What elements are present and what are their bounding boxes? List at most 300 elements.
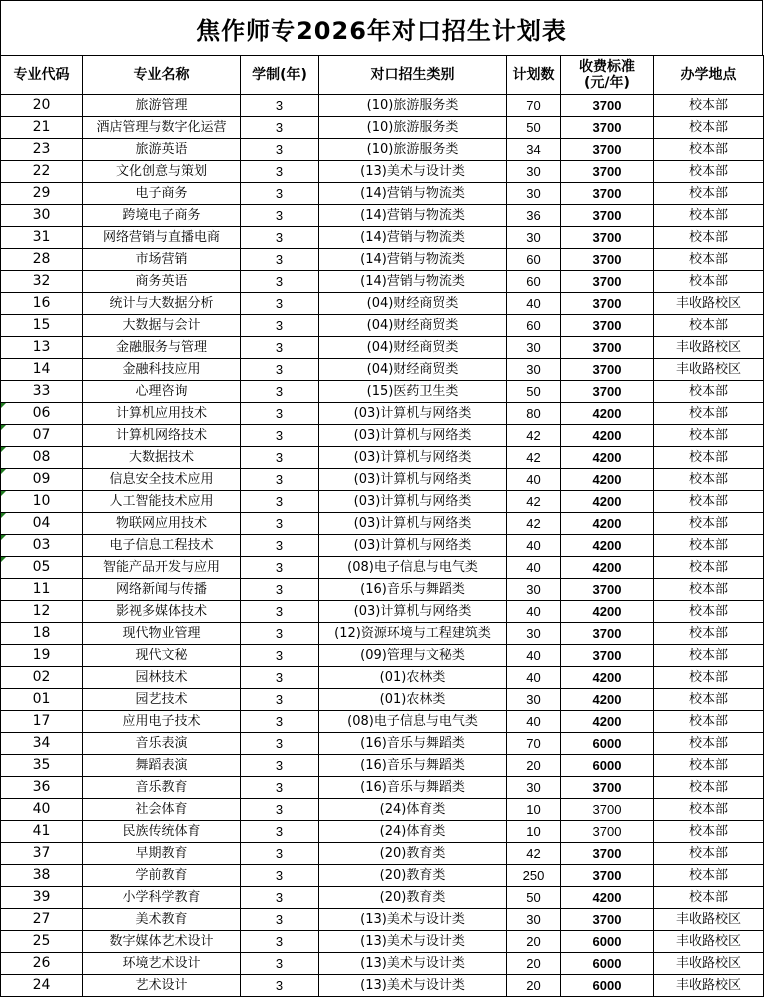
cell-campus: 校本部 — [654, 601, 764, 623]
cell-campus: 校本部 — [654, 117, 764, 139]
cell-name: 应用电子技术 — [83, 711, 241, 733]
cell-years: 3 — [241, 95, 319, 117]
cell-code: 02 — [1, 667, 83, 689]
cell-name: 现代物业管理 — [83, 623, 241, 645]
table-row — [1, 139, 764, 161]
table-row — [1, 909, 764, 931]
cell-code: 21 — [1, 117, 83, 139]
cell-name: 现代文秘 — [83, 645, 241, 667]
cell-plan: 70 — [507, 733, 561, 755]
cell-plan: 50 — [507, 887, 561, 909]
cell-name: 美术教育 — [83, 909, 241, 931]
cell-fee: 6000 — [561, 931, 654, 953]
cell-years: 3 — [241, 227, 319, 249]
cell-code: 04 — [1, 513, 83, 535]
cell-campus: 丰收路校区 — [654, 975, 764, 997]
cell-category: (16)音乐与舞蹈类 — [319, 755, 507, 777]
cell-plan: 60 — [507, 315, 561, 337]
cell-years: 3 — [241, 271, 319, 293]
cell-campus: 校本部 — [654, 535, 764, 557]
cell-plan: 40 — [507, 601, 561, 623]
cell-plan: 80 — [507, 403, 561, 425]
cell-campus: 校本部 — [654, 205, 764, 227]
cell-name: 大数据与会计 — [83, 315, 241, 337]
table-row — [1, 491, 764, 513]
cell-fee: 3700 — [561, 623, 654, 645]
cell-campus: 校本部 — [654, 491, 764, 513]
table-row — [1, 469, 764, 491]
table-row — [1, 645, 764, 667]
cell-code: 14 — [1, 359, 83, 381]
cell-code: 29 — [1, 183, 83, 205]
cell-fee: 3700 — [561, 227, 654, 249]
cell-campus: 校本部 — [654, 139, 764, 161]
cell-name: 市场营销 — [83, 249, 241, 271]
cell-fee: 4200 — [561, 887, 654, 909]
cell-years: 3 — [241, 733, 319, 755]
header-name: 专业名称 — [83, 56, 241, 95]
cell-years: 3 — [241, 711, 319, 733]
cell-name: 电子信息工程技术 — [83, 535, 241, 557]
cell-category: (16)音乐与舞蹈类 — [319, 733, 507, 755]
cell-campus: 校本部 — [654, 557, 764, 579]
cell-years: 3 — [241, 667, 319, 689]
cell-plan: 250 — [507, 865, 561, 887]
cell-campus: 校本部 — [654, 623, 764, 645]
cell-code: 26 — [1, 953, 83, 975]
cell-category: (01)农林类 — [319, 667, 507, 689]
cell-plan: 10 — [507, 799, 561, 821]
cell-fee: 4200 — [561, 667, 654, 689]
table-row — [1, 975, 764, 997]
cell-category: (15)医药卫生类 — [319, 381, 507, 403]
cell-plan: 40 — [507, 557, 561, 579]
cell-code: 40 — [1, 799, 83, 821]
header-category: 对口招生类别 — [319, 56, 507, 95]
cell-years: 3 — [241, 293, 319, 315]
cell-campus: 校本部 — [654, 161, 764, 183]
cell-name: 金融科技应用 — [83, 359, 241, 381]
cell-code: 22 — [1, 161, 83, 183]
cell-years: 3 — [241, 381, 319, 403]
cell-code: 20 — [1, 95, 83, 117]
cell-years: 3 — [241, 953, 319, 975]
cell-campus: 丰收路校区 — [654, 953, 764, 975]
cell-category: (24)体育类 — [319, 799, 507, 821]
cell-plan: 42 — [507, 425, 561, 447]
cell-campus: 校本部 — [654, 667, 764, 689]
cell-plan: 30 — [507, 337, 561, 359]
cell-fee: 4200 — [561, 689, 654, 711]
table-row — [1, 623, 764, 645]
cell-category: (14)营销与物流类 — [319, 205, 507, 227]
cell-category: (13)美术与设计类 — [319, 975, 507, 997]
cell-name: 信息安全技术应用 — [83, 469, 241, 491]
table-row — [1, 161, 764, 183]
cell-years: 3 — [241, 117, 319, 139]
cell-category: (14)营销与物流类 — [319, 183, 507, 205]
cell-fee: 4200 — [561, 557, 654, 579]
cell-years: 3 — [241, 799, 319, 821]
cell-plan: 20 — [507, 953, 561, 975]
cell-name: 网络新闻与传播 — [83, 579, 241, 601]
cell-category: (16)音乐与舞蹈类 — [319, 579, 507, 601]
cell-name: 音乐教育 — [83, 777, 241, 799]
cell-code: 35 — [1, 755, 83, 777]
cell-category: (03)计算机与网络类 — [319, 513, 507, 535]
cell-plan: 30 — [507, 689, 561, 711]
cell-code: 28 — [1, 249, 83, 271]
table-row — [1, 403, 764, 425]
cell-category: (03)计算机与网络类 — [319, 535, 507, 557]
cell-name: 智能产品开发与应用 — [83, 557, 241, 579]
table-row — [1, 733, 764, 755]
cell-code: 06 — [1, 403, 83, 425]
cell-fee: 3700 — [561, 381, 654, 403]
cell-campus: 校本部 — [654, 777, 764, 799]
cell-name: 影视多媒体技术 — [83, 601, 241, 623]
table-row — [1, 535, 764, 557]
cell-name: 旅游管理 — [83, 95, 241, 117]
table-row — [1, 667, 764, 689]
cell-campus: 丰收路校区 — [654, 931, 764, 953]
cell-code: 31 — [1, 227, 83, 249]
cell-fee: 3700 — [561, 139, 654, 161]
cell-code: 27 — [1, 909, 83, 931]
cell-category: (04)财经商贸类 — [319, 359, 507, 381]
cell-campus: 校本部 — [654, 711, 764, 733]
cell-fee: 3700 — [561, 293, 654, 315]
cell-plan: 40 — [507, 535, 561, 557]
cell-code: 38 — [1, 865, 83, 887]
cell-code: 32 — [1, 271, 83, 293]
table-row — [1, 249, 764, 271]
cell-name: 环境艺术设计 — [83, 953, 241, 975]
cell-name: 舞蹈表演 — [83, 755, 241, 777]
header-row — [1, 56, 764, 95]
cell-fee: 4200 — [561, 535, 654, 557]
cell-name: 园艺技术 — [83, 689, 241, 711]
cell-campus: 校本部 — [654, 425, 764, 447]
table-row — [1, 337, 764, 359]
cell-plan: 10 — [507, 821, 561, 843]
cell-plan: 42 — [507, 843, 561, 865]
cell-name: 学前教育 — [83, 865, 241, 887]
cell-years: 3 — [241, 469, 319, 491]
cell-fee: 3700 — [561, 271, 654, 293]
cell-plan: 30 — [507, 183, 561, 205]
cell-name: 文化创意与策划 — [83, 161, 241, 183]
table-row — [1, 381, 764, 403]
cell-years: 3 — [241, 579, 319, 601]
table-row — [1, 117, 764, 139]
cell-campus: 校本部 — [654, 249, 764, 271]
table-row — [1, 777, 764, 799]
cell-plan: 40 — [507, 711, 561, 733]
cell-campus: 校本部 — [654, 381, 764, 403]
cell-category: (24)体育类 — [319, 821, 507, 843]
cell-code: 07 — [1, 425, 83, 447]
table-body — [1, 95, 764, 997]
cell-name: 统计与大数据分析 — [83, 293, 241, 315]
cell-plan: 40 — [507, 667, 561, 689]
cell-years: 3 — [241, 183, 319, 205]
table-row — [1, 293, 764, 315]
cell-plan: 20 — [507, 755, 561, 777]
table-row — [1, 513, 764, 535]
cell-plan: 20 — [507, 931, 561, 953]
cell-years: 3 — [241, 315, 319, 337]
cell-plan: 20 — [507, 975, 561, 997]
cell-code: 13 — [1, 337, 83, 359]
cell-plan: 30 — [507, 359, 561, 381]
cell-code: 16 — [1, 293, 83, 315]
cell-name: 音乐表演 — [83, 733, 241, 755]
cell-code: 39 — [1, 887, 83, 909]
cell-code: 10 — [1, 491, 83, 513]
cell-campus: 校本部 — [654, 799, 764, 821]
cell-plan: 42 — [507, 491, 561, 513]
cell-name: 社会体育 — [83, 799, 241, 821]
cell-code: 33 — [1, 381, 83, 403]
table-row — [1, 183, 764, 205]
table-row — [1, 271, 764, 293]
cell-code: 11 — [1, 579, 83, 601]
cell-name: 计算机应用技术 — [83, 403, 241, 425]
cell-code: 34 — [1, 733, 83, 755]
cell-years: 3 — [241, 623, 319, 645]
cell-fee: 3700 — [561, 249, 654, 271]
cell-category: (08)电子信息与电气类 — [319, 557, 507, 579]
cell-name: 大数据技术 — [83, 447, 241, 469]
cell-years: 3 — [241, 843, 319, 865]
cell-years: 3 — [241, 909, 319, 931]
cell-category: (10)旅游服务类 — [319, 95, 507, 117]
cell-campus: 丰收路校区 — [654, 293, 764, 315]
cell-plan: 30 — [507, 161, 561, 183]
cell-plan: 30 — [507, 777, 561, 799]
cell-category: (10)旅游服务类 — [319, 117, 507, 139]
cell-name: 园林技术 — [83, 667, 241, 689]
cell-plan: 30 — [507, 227, 561, 249]
cell-category: (20)教育类 — [319, 887, 507, 909]
cell-years: 3 — [241, 887, 319, 909]
cell-campus: 校本部 — [654, 579, 764, 601]
cell-category: (10)旅游服务类 — [319, 139, 507, 161]
cell-years: 3 — [241, 777, 319, 799]
cell-years: 3 — [241, 557, 319, 579]
cell-plan: 30 — [507, 623, 561, 645]
cell-name: 金融服务与管理 — [83, 337, 241, 359]
cell-code: 37 — [1, 843, 83, 865]
cell-years: 3 — [241, 689, 319, 711]
cell-name: 网络营销与直播电商 — [83, 227, 241, 249]
table-row — [1, 865, 764, 887]
cell-category: (03)计算机与网络类 — [319, 601, 507, 623]
cell-code: 41 — [1, 821, 83, 843]
table-row — [1, 425, 764, 447]
cell-fee: 6000 — [561, 755, 654, 777]
cell-code: 24 — [1, 975, 83, 997]
cell-campus: 校本部 — [654, 821, 764, 843]
table-row — [1, 711, 764, 733]
cell-years: 3 — [241, 359, 319, 381]
cell-category: (16)音乐与舞蹈类 — [319, 777, 507, 799]
cell-fee: 3700 — [561, 183, 654, 205]
cell-fee: 3700 — [561, 117, 654, 139]
cell-plan: 50 — [507, 381, 561, 403]
cell-category: (04)财经商贸类 — [319, 315, 507, 337]
cell-campus: 校本部 — [654, 227, 764, 249]
table-row — [1, 601, 764, 623]
cell-code: 25 — [1, 931, 83, 953]
cell-category: (09)管理与文秘类 — [319, 645, 507, 667]
cell-years: 3 — [241, 139, 319, 161]
cell-code: 15 — [1, 315, 83, 337]
cell-fee: 3700 — [561, 799, 654, 821]
cell-fee: 3700 — [561, 821, 654, 843]
header-fee-line2: (元/年) — [584, 75, 630, 91]
cell-years: 3 — [241, 755, 319, 777]
cell-code: 05 — [1, 557, 83, 579]
table-row — [1, 359, 764, 381]
cell-category: (12)资源环境与工程建筑类 — [319, 623, 507, 645]
cell-years: 3 — [241, 161, 319, 183]
table-row — [1, 843, 764, 865]
cell-years: 3 — [241, 513, 319, 535]
cell-plan: 30 — [507, 909, 561, 931]
table-row — [1, 755, 764, 777]
cell-fee: 3700 — [561, 909, 654, 931]
cell-fee: 4200 — [561, 469, 654, 491]
table-row — [1, 227, 764, 249]
cell-category: (13)美术与设计类 — [319, 909, 507, 931]
cell-name: 数字媒体艺术设计 — [83, 931, 241, 953]
cell-category: (14)营销与物流类 — [319, 271, 507, 293]
cell-name: 民族传统体育 — [83, 821, 241, 843]
table-row — [1, 95, 764, 117]
cell-code: 23 — [1, 139, 83, 161]
table-row — [1, 821, 764, 843]
cell-campus: 校本部 — [654, 887, 764, 909]
cell-category: (03)计算机与网络类 — [319, 425, 507, 447]
cell-category: (01)农林类 — [319, 689, 507, 711]
cell-fee: 6000 — [561, 953, 654, 975]
cell-campus: 校本部 — [654, 403, 764, 425]
cell-plan: 42 — [507, 513, 561, 535]
table-row — [1, 315, 764, 337]
cell-fee: 6000 — [561, 975, 654, 997]
cell-code: 36 — [1, 777, 83, 799]
cell-fee: 4200 — [561, 601, 654, 623]
cell-fee: 3700 — [561, 315, 654, 337]
cell-fee: 3700 — [561, 645, 654, 667]
cell-code: 08 — [1, 447, 83, 469]
table-header — [1, 56, 764, 95]
cell-category: (03)计算机与网络类 — [319, 491, 507, 513]
cell-plan: 50 — [507, 117, 561, 139]
cell-code: 30 — [1, 205, 83, 227]
page-title: 焦作师专2026年对口招生计划表 — [0, 0, 763, 55]
cell-code: 17 — [1, 711, 83, 733]
cell-years: 3 — [241, 447, 319, 469]
cell-name: 酒店管理与数字化运营 — [83, 117, 241, 139]
cell-campus: 校本部 — [654, 843, 764, 865]
cell-campus: 校本部 — [654, 95, 764, 117]
table-row — [1, 689, 764, 711]
cell-campus: 丰收路校区 — [654, 909, 764, 931]
cell-plan: 30 — [507, 579, 561, 601]
cell-plan: 36 — [507, 205, 561, 227]
table-row — [1, 931, 764, 953]
enrollment-plan-table — [0, 55, 764, 997]
cell-name: 计算机网络技术 — [83, 425, 241, 447]
table-row — [1, 887, 764, 909]
cell-name: 电子商务 — [83, 183, 241, 205]
cell-fee: 3700 — [561, 337, 654, 359]
cell-plan: 40 — [507, 645, 561, 667]
cell-years: 3 — [241, 645, 319, 667]
cell-campus: 校本部 — [654, 733, 764, 755]
cell-years: 3 — [241, 865, 319, 887]
cell-campus: 校本部 — [654, 645, 764, 667]
cell-years: 3 — [241, 821, 319, 843]
cell-fee: 3700 — [561, 205, 654, 227]
cell-fee: 3700 — [561, 865, 654, 887]
cell-years: 3 — [241, 491, 319, 513]
cell-years: 3 — [241, 601, 319, 623]
cell-fee: 4200 — [561, 491, 654, 513]
table-row — [1, 557, 764, 579]
cell-campus: 校本部 — [654, 689, 764, 711]
cell-code: 01 — [1, 689, 83, 711]
cell-name: 艺术设计 — [83, 975, 241, 997]
cell-category: (04)财经商贸类 — [319, 337, 507, 359]
cell-name: 跨境电子商务 — [83, 205, 241, 227]
cell-category: (20)教育类 — [319, 843, 507, 865]
cell-code: 12 — [1, 601, 83, 623]
cell-name: 小学科学教育 — [83, 887, 241, 909]
cell-years: 3 — [241, 931, 319, 953]
header-code: 专业代码 — [1, 56, 83, 95]
cell-fee: 4200 — [561, 711, 654, 733]
cell-campus: 校本部 — [654, 447, 764, 469]
cell-code: 19 — [1, 645, 83, 667]
cell-plan: 70 — [507, 95, 561, 117]
cell-code: 18 — [1, 623, 83, 645]
cell-code: 09 — [1, 469, 83, 491]
cell-campus: 校本部 — [654, 183, 764, 205]
cell-plan: 40 — [507, 469, 561, 491]
cell-fee: 4200 — [561, 425, 654, 447]
table-row — [1, 953, 764, 975]
cell-category: (14)营销与物流类 — [319, 227, 507, 249]
cell-campus: 校本部 — [654, 315, 764, 337]
cell-fee: 3700 — [561, 579, 654, 601]
cell-name: 商务英语 — [83, 271, 241, 293]
header-plan: 计划数 — [507, 56, 561, 95]
header-campus: 办学地点 — [654, 56, 764, 95]
cell-category: (03)计算机与网络类 — [319, 447, 507, 469]
cell-plan: 60 — [507, 249, 561, 271]
cell-fee: 3700 — [561, 843, 654, 865]
cell-campus: 校本部 — [654, 271, 764, 293]
table-row — [1, 579, 764, 601]
cell-fee: 4200 — [561, 447, 654, 469]
cell-fee: 4200 — [561, 403, 654, 425]
cell-name: 物联网应用技术 — [83, 513, 241, 535]
cell-category: (20)教育类 — [319, 865, 507, 887]
